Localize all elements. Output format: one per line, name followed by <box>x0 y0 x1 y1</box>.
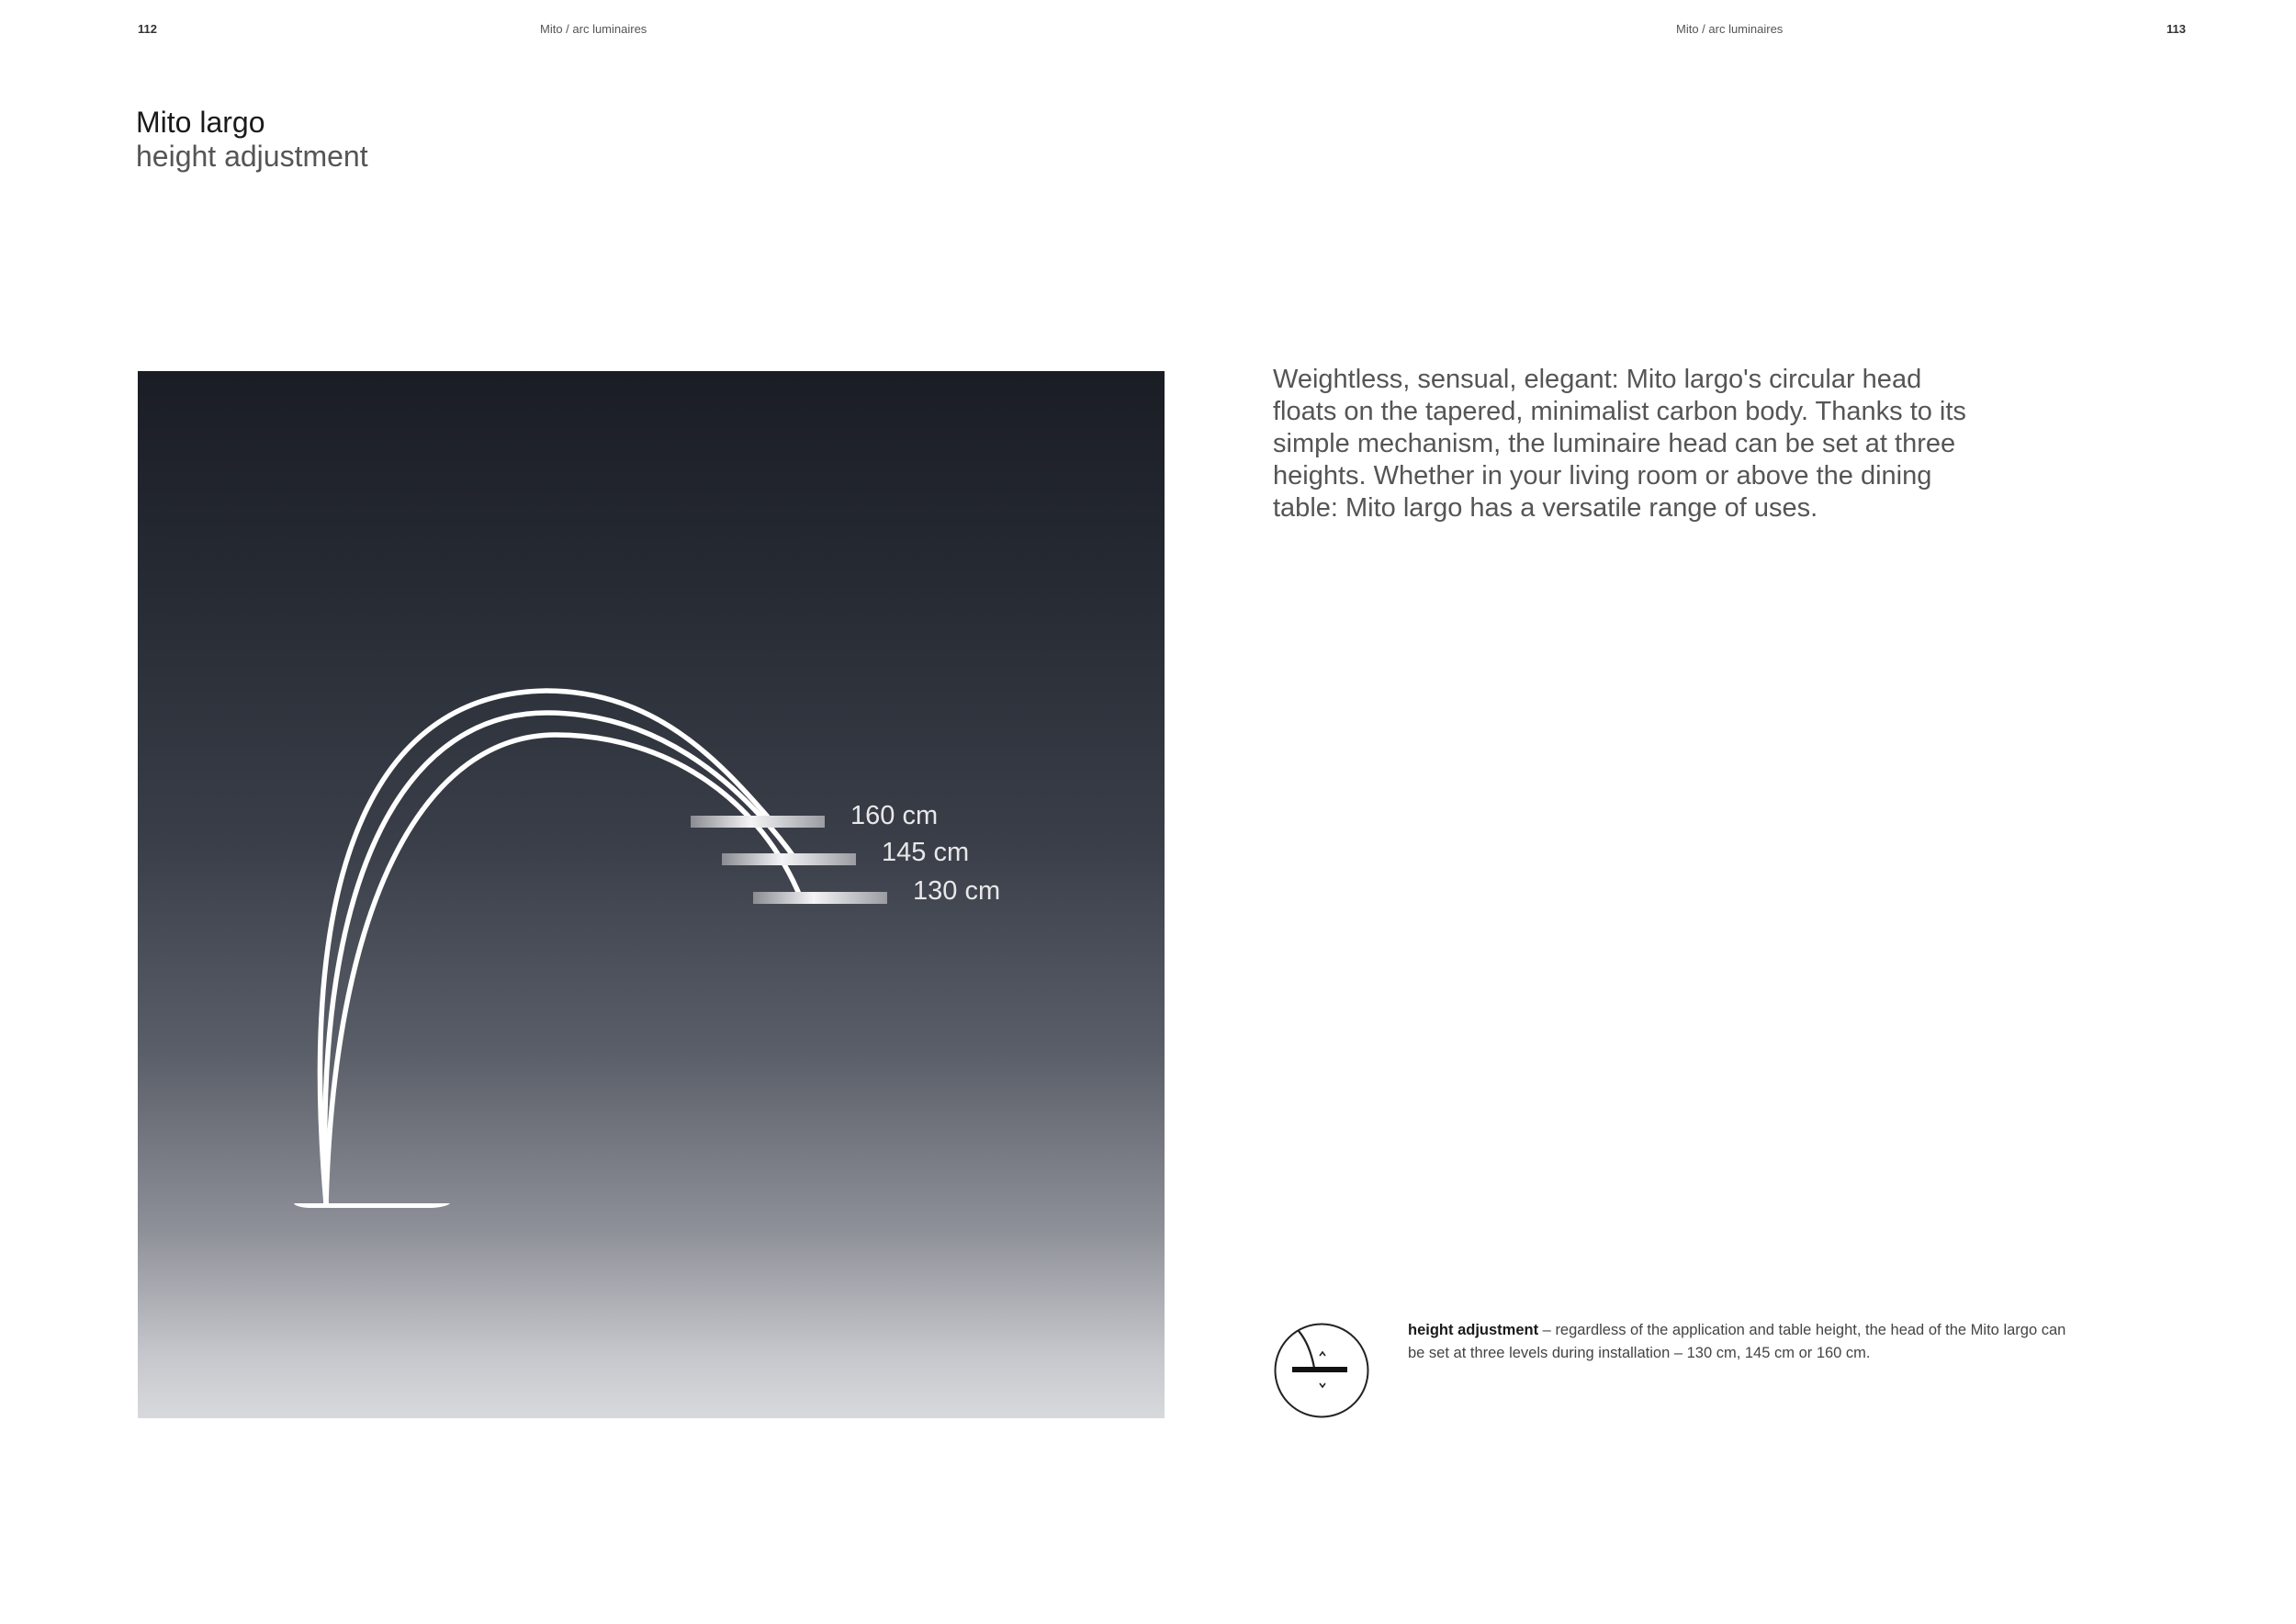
section-title-left: Mito / arc luminaires <box>540 22 647 36</box>
height-label-160: 160 cm <box>850 801 939 830</box>
lamp-head-130 <box>753 892 887 904</box>
lamp-base <box>294 1203 450 1208</box>
lamp-head-145 <box>722 853 856 865</box>
height-label-130: 130 cm <box>913 876 1001 906</box>
lamp-head-160 <box>691 816 825 828</box>
section-title-right: Mito / arc luminaires <box>1676 22 1784 36</box>
page-number-left: 112 <box>138 22 157 36</box>
height-label-145: 145 cm <box>882 838 970 867</box>
lamp-height-illustration <box>138 371 1165 1418</box>
feature-caption <box>1408 1319 2078 1365</box>
lamp-arc-drawing <box>138 371 1165 1418</box>
lamp-arc-130 <box>326 735 801 1203</box>
lamp-arc-145 <box>325 713 795 1203</box>
page-title: Mito largo <box>136 106 265 139</box>
caption-text: – regardless of the application and table height, the head of the Mito largo can be set at three levels during installation – 130 cm, 145 cm or 160 cm. <box>1408 1322 2066 1361</box>
height-adjustment-icon <box>1273 1322 1370 1419</box>
page-subtitle: height adjustment <box>136 140 368 173</box>
caption-term: height adjustment <box>1408 1322 1539 1338</box>
page-number-right: 113 <box>2167 22 2186 36</box>
product-description: Weightless, sensual, elegant: Mito largo's circular head floats on the tapered, minimalist carbon body. Thanks to its simple mechanism, the luminaire head can be set at three heights. Whether in your living room or above the dining table: Mito largo has a versatile range of uses. <box>1273 365 1966 523</box>
